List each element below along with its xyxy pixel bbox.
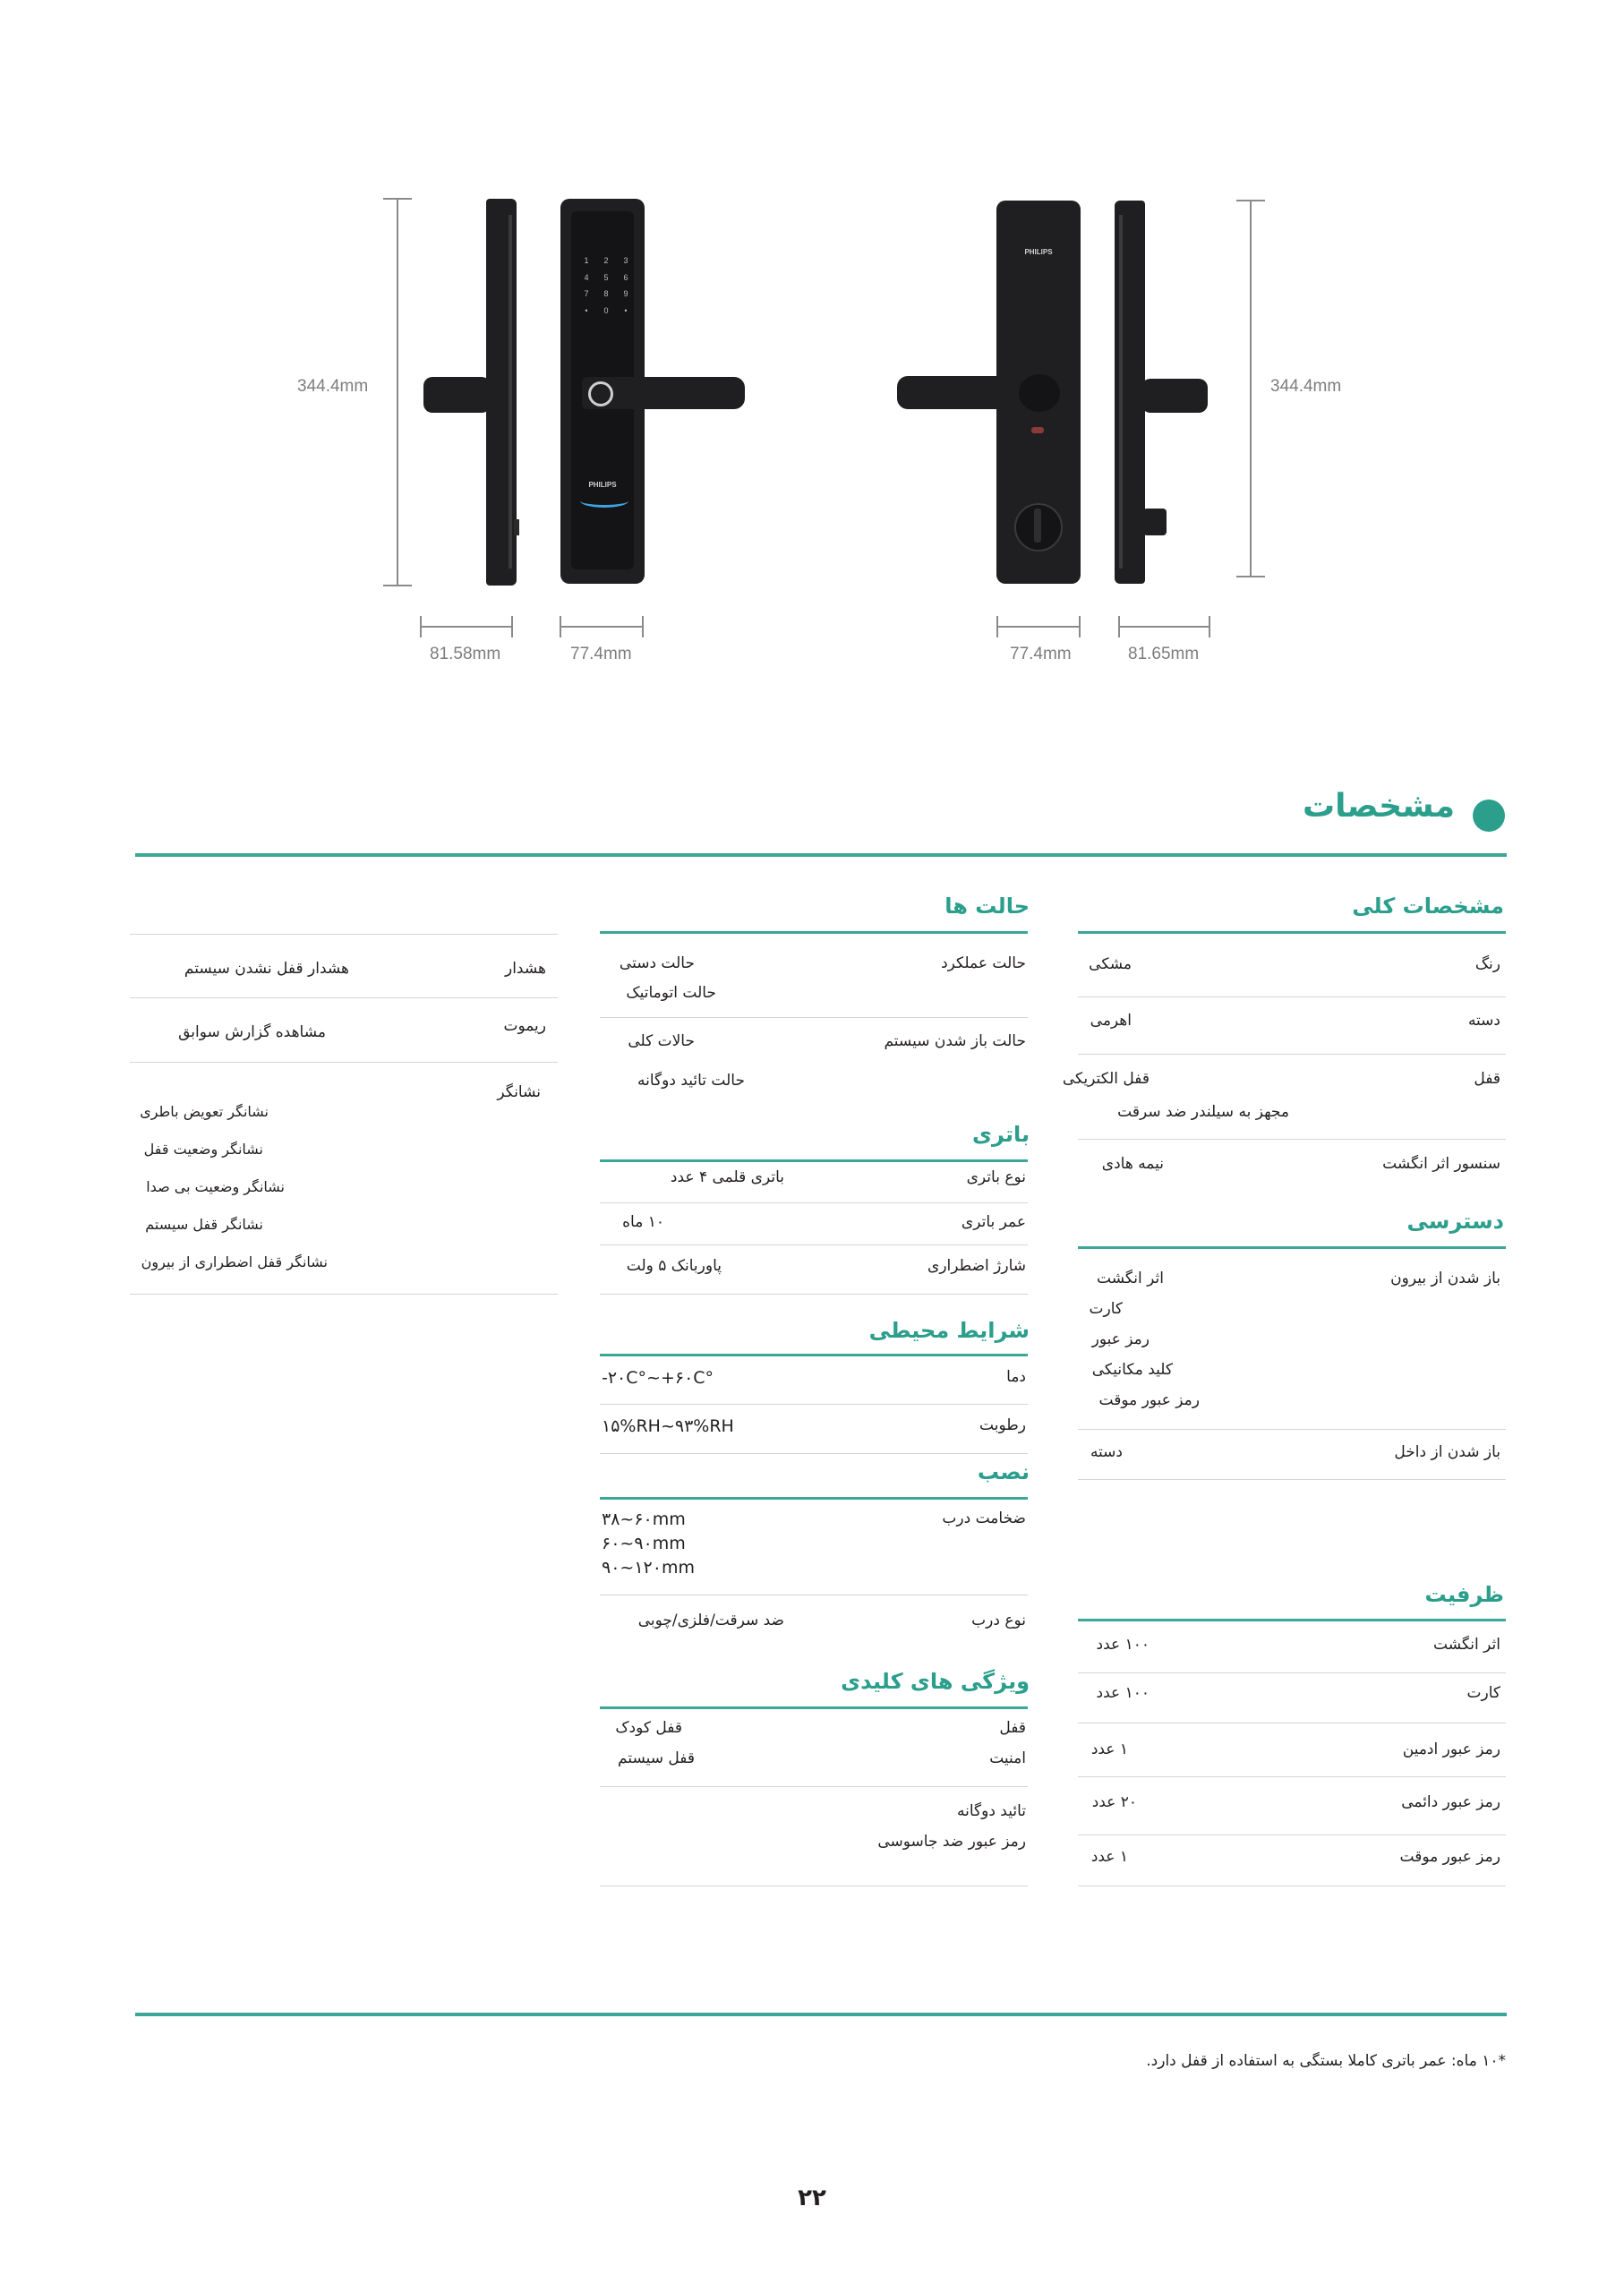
installation-row-value: ضد سرقت/فلزی/چوبی: [637, 1612, 784, 1629]
title-underline: [135, 853, 1507, 857]
divider: [1078, 1834, 1506, 1835]
right-side-width-label: 81.65mm: [1128, 645, 1200, 663]
access-row-value: رمز عبور: [1091, 1330, 1150, 1348]
divider: [130, 934, 558, 935]
right-side-width-tick-r: [1209, 616, 1210, 637]
left-side-latch: [514, 519, 519, 535]
right-side-width-line: [1118, 626, 1210, 628]
access-row-value: کارت: [1089, 1300, 1123, 1318]
front-light-strip: [580, 494, 628, 508]
features-underline: [600, 1706, 1028, 1709]
divider: [600, 1404, 1028, 1405]
divider: [130, 1294, 558, 1295]
alerts-row-value: هشدار قفل نشدن سیستم: [184, 960, 349, 978]
installation-row-label: ضخامت درب: [942, 1509, 1026, 1527]
divider: [600, 1202, 1028, 1203]
key-1[interactable]: 1: [584, 256, 589, 265]
environment-row-label: دما: [1006, 1368, 1026, 1386]
key-star[interactable]: •: [585, 305, 588, 315]
battery-row-value: پاوربانک ۵ ولت: [626, 1257, 722, 1275]
divider: [600, 1453, 1028, 1454]
installation-row-label: نوع درب: [971, 1612, 1026, 1629]
modes-title: حالت ها: [944, 894, 1030, 919]
divider: [1078, 1054, 1506, 1055]
key-0[interactable]: 0: [603, 305, 609, 315]
features-title: ویژگی های کلیدی: [841, 1669, 1030, 1694]
key-5[interactable]: 5: [603, 272, 609, 282]
divider: [1078, 1672, 1506, 1673]
right-back-width-line: [996, 626, 1081, 628]
alerts-row-value: نشانگر وضعیت قفل: [143, 1141, 263, 1158]
left-front-width-line: [560, 626, 644, 628]
right-back-width-label: 77.4mm: [1010, 645, 1072, 663]
left-front-width-tick-r: [642, 616, 644, 637]
capacity-row-value: ۱۰۰ عدد: [1096, 1684, 1150, 1702]
left-side-width-label: 81.58mm: [430, 645, 501, 663]
keypad: [577, 256, 636, 321]
left-front-width-label: 77.4mm: [570, 645, 632, 663]
divider: [600, 1017, 1028, 1018]
features-row-label: تائید دوگانه: [957, 1802, 1026, 1820]
modes-row-value: حالت اتوماتیک: [626, 984, 716, 1002]
general-underline: [1078, 931, 1506, 934]
alerts-row-label: ریموت: [503, 1017, 546, 1035]
left-height-tick-bottom: [383, 585, 412, 586]
environment-title: شرایط محیطی: [868, 1318, 1030, 1343]
key-9[interactable]: 9: [623, 289, 628, 298]
key-6[interactable]: 6: [623, 272, 628, 282]
left-side-width-tick-r: [511, 616, 513, 637]
battery-row-label: عمر باتری: [961, 1213, 1026, 1231]
access-row-label: باز شدن از داخل: [1394, 1443, 1500, 1461]
left-height-line: [397, 199, 398, 586]
access-underline: [1078, 1246, 1506, 1249]
left-side-width-line: [420, 626, 513, 628]
features-row-label: قفل: [999, 1719, 1026, 1737]
divider: [130, 997, 558, 998]
access-row-value: دسته: [1090, 1443, 1123, 1461]
general-row-label: دسته: [1467, 1012, 1500, 1030]
capacity-row-label: رمز عبور دائمی: [1401, 1793, 1500, 1811]
installation-underline: [600, 1497, 1028, 1500]
access-row-label: باز شدن از بیرون: [1390, 1270, 1500, 1287]
alerts-row-value: نشانگر قفل اضطراری از بیرون: [141, 1253, 328, 1270]
environment-underline: [600, 1354, 1028, 1356]
environment-row-value: -۲۰C°~+۶۰C°: [602, 1368, 714, 1388]
key-3[interactable]: 3: [623, 256, 628, 265]
installation-row-value: ۶۰~۹۰mm: [602, 1534, 686, 1553]
environment-row-label: رطوبت: [979, 1416, 1026, 1434]
general-row-value: مجهز به سیلندر ضد سرقت: [1117, 1103, 1289, 1121]
front-brand-logo: PHILIPS: [588, 481, 617, 489]
key-2[interactable]: 2: [603, 256, 609, 265]
key-7[interactable]: 7: [584, 289, 589, 298]
battery-row-label: شارژ اضطراری: [927, 1257, 1026, 1275]
back-brand-logo: PHILIPS: [1024, 248, 1053, 256]
modes-row-value: حالت تائید دوگانه: [637, 1072, 745, 1090]
battery-underline: [600, 1159, 1028, 1162]
capacity-row-value: ۱ عدد: [1090, 1848, 1128, 1866]
footnote: *۱۰ ماه: عمر باتری کاملا بستگی به استفاده از قفل دارد.: [1146, 2052, 1506, 2070]
modes-row-label: حالت باز شدن سیستم: [884, 1032, 1026, 1050]
installation-row-value: ۳۸~۶۰mm: [602, 1509, 686, 1529]
section-bullet-icon: [1473, 800, 1505, 832]
divider: [600, 1294, 1028, 1295]
left-side-handle: [423, 377, 491, 413]
general-row-value: قفل الکتریکی: [1062, 1070, 1150, 1088]
left-side-width-tick-l: [420, 616, 422, 637]
modes-row-label: حالت عملکرد: [941, 954, 1026, 972]
footer-line: [135, 2013, 1507, 2016]
alerts-row-value: نشانگر وضعیت بی صدا: [146, 1178, 285, 1195]
general-row-value: نیمه هادی: [1101, 1155, 1164, 1173]
battery-row-value: ۱۰ ماه: [622, 1213, 664, 1231]
page-title: مشخصات: [1302, 788, 1455, 825]
general-row-label: قفل: [1474, 1070, 1500, 1088]
general-row-value: اهرمی: [1090, 1012, 1132, 1030]
battery-indicator-icon: [1031, 427, 1044, 433]
right-height-tick-bottom: [1236, 576, 1265, 577]
battery-row-label: نوع باتری: [966, 1168, 1026, 1186]
right-back-width-tick-r: [1079, 616, 1081, 637]
capacity-row-label: رمز عبور ادمین: [1402, 1740, 1500, 1758]
general-row-value: مشکی: [1089, 955, 1132, 973]
divider: [1078, 1429, 1506, 1430]
capacity-row-label: اثر انگشت: [1433, 1636, 1500, 1654]
access-title: دسترسی: [1406, 1209, 1504, 1234]
right-height-label: 344.4mm: [1270, 377, 1342, 396]
features-row-value: قفل کودک: [615, 1719, 682, 1737]
page-number: ۲۲: [798, 2185, 826, 2211]
features-row-value: قفل سیستم: [618, 1749, 695, 1767]
features-row-label: رمز عبور ضد جاسوسی: [877, 1833, 1026, 1851]
capacity-row-value: ۲۰ عدد: [1091, 1793, 1137, 1811]
capacity-title: ظرفیت: [1424, 1582, 1504, 1607]
alerts-row-label: نشانگر: [497, 1083, 541, 1101]
divider: [1078, 1776, 1506, 1777]
divider: [1078, 996, 1506, 997]
divider: [600, 1786, 1028, 1787]
alerts-row-value: نشانگر تعویض باطری: [140, 1103, 269, 1120]
divider: [1078, 1479, 1506, 1480]
left-height-tick-top: [383, 198, 412, 200]
right-height-tick-top: [1236, 200, 1265, 201]
general-row-label: سنسور اثر انگشت: [1382, 1155, 1500, 1173]
back-handle-knob: [1019, 374, 1060, 412]
installation-row-value: ۹۰~۱۲۰mm: [602, 1558, 695, 1578]
right-side-width-tick-l: [1118, 616, 1120, 637]
product-diagram: [0, 0, 1624, 716]
key-hash[interactable]: •: [624, 305, 628, 315]
key-4[interactable]: 4: [584, 272, 589, 282]
general-title: مشخصات کلی: [1352, 894, 1504, 919]
divider: [1078, 1139, 1506, 1140]
access-row-value: کلید مکانیکی: [1091, 1361, 1173, 1379]
alerts-row-value: مشاهده گزارش سوابق: [178, 1023, 326, 1041]
right-height-line: [1250, 201, 1252, 577]
left-front-width-tick-l: [560, 616, 561, 637]
divider: [600, 1244, 1028, 1245]
thumb-turn-bar: [1034, 509, 1041, 543]
capacity-row-label: کارت: [1466, 1684, 1500, 1702]
left-height-label: 344.4mm: [297, 377, 369, 396]
left-side-edge: [509, 215, 512, 569]
capacity-row-value: ۱ عدد: [1090, 1740, 1128, 1758]
alerts-row-label: هشدار: [505, 960, 546, 978]
battery-title: باتری: [972, 1122, 1030, 1147]
right-side-handle: [1141, 379, 1208, 413]
right-back-width-tick-l: [996, 616, 998, 637]
installation-title: نصب: [977, 1459, 1030, 1484]
fingerprint-sensor-icon: [588, 381, 613, 406]
environment-row-value: ۱۵%RH~۹۳%RH: [602, 1416, 734, 1436]
alerts-row-value: نشانگر قفل سیستم: [145, 1216, 263, 1233]
right-side-thumbturn: [1143, 509, 1167, 535]
access-row-value: اثر انگشت: [1097, 1270, 1164, 1287]
access-row-value: رمز عبور موقت: [1098, 1391, 1200, 1409]
divider: [130, 1062, 558, 1063]
modes-row-value: حالت دستی: [619, 954, 695, 972]
capacity-underline: [1078, 1619, 1506, 1621]
modes-underline: [600, 931, 1028, 934]
features-row-label: امنیت: [989, 1749, 1026, 1767]
battery-row-value: باتری قلمی ۴ عدد: [670, 1168, 784, 1186]
right-side-edge: [1119, 215, 1123, 569]
general-row-label: رنگ: [1474, 955, 1500, 973]
capacity-row-label: رمز عبور موقت: [1399, 1848, 1500, 1866]
capacity-row-value: ۱۰۰ عدد: [1096, 1636, 1150, 1654]
modes-row-value: حالات کلی: [628, 1032, 695, 1050]
key-8[interactable]: 8: [603, 289, 609, 298]
